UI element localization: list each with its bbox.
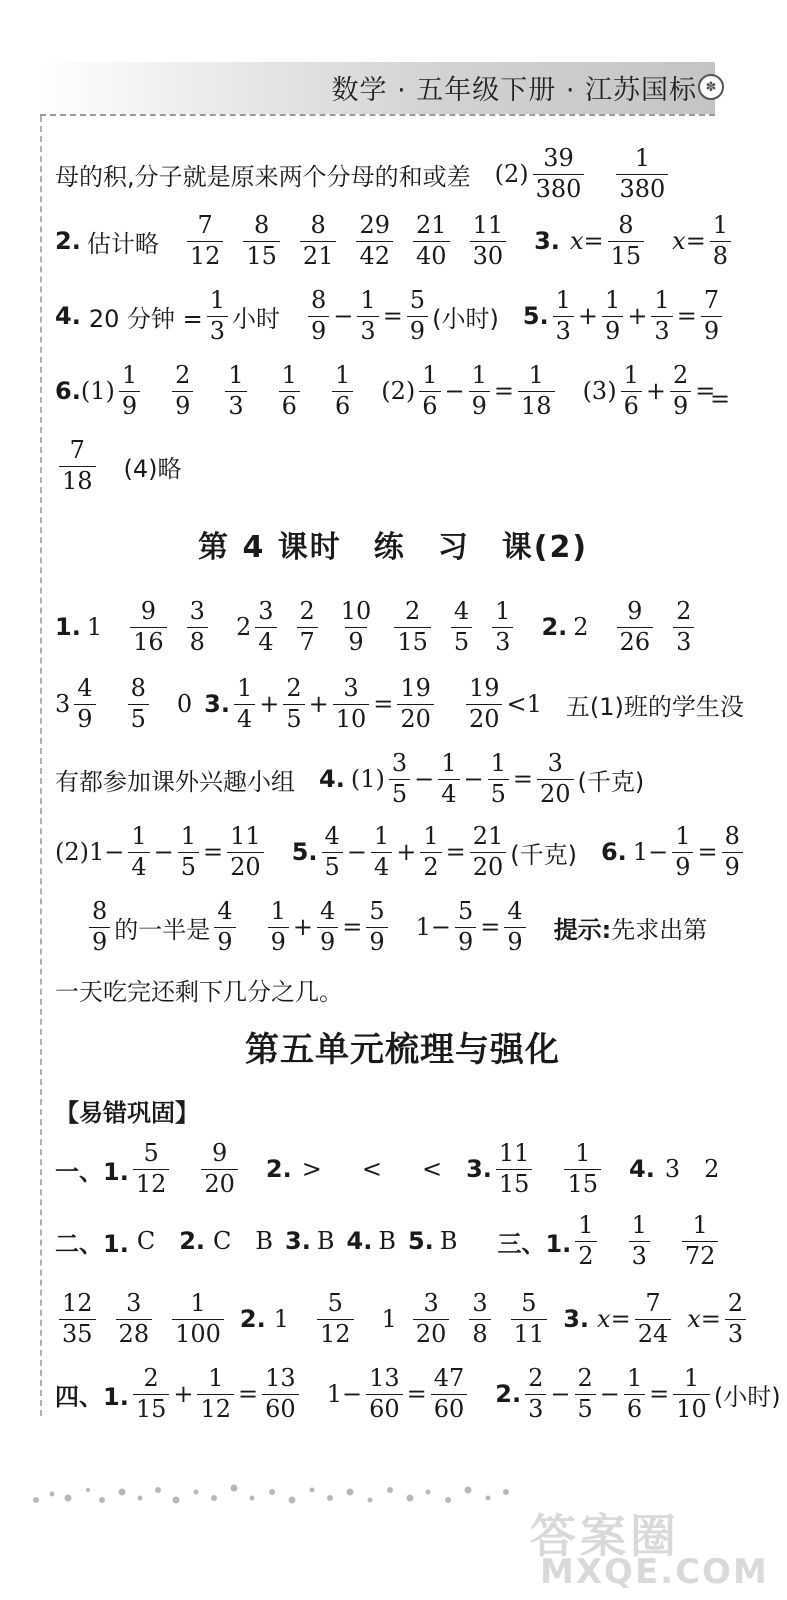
fraction: $\frac{47}{60}$ [431, 1365, 468, 1423]
fraction: $\frac{8}{5}$ [128, 675, 149, 733]
left-margin-rule [40, 116, 42, 1416]
fraction: $\frac{10}{9}$ [340, 597, 372, 656]
question-number: 3. [534, 227, 560, 256]
question-number: 二、1. [55, 1229, 129, 1258]
question-number: 5. [522, 302, 549, 331]
fraction: $\frac{2}{3}$ [525, 1365, 546, 1423]
fraction: $\frac{1}{3}$ [225, 362, 246, 420]
fraction: $\frac{1}{3}$ [629, 1212, 650, 1270]
fraction: $\frac{9}{26}$ [617, 598, 654, 656]
fraction: $\frac{2}{3}$ [673, 598, 694, 656]
fraction: $\frac{2}{15}$ [394, 598, 431, 656]
unit-title: 第五单元梳理与强化 [245, 1030, 560, 1070]
answer-line-11: 一天吃完还剩下几分之几。 [55, 978, 343, 1006]
fraction: $\frac{8}{21}$ [300, 212, 337, 270]
answer-line-2: 2. 估计略 $\frac{7}{12}$ $\frac{8}{15}$ $\frac{8}{21}$ $\frac{29}{42}$ $\frac{21}{40}$ $\frac{11}{30}$ 3. x = $\frac{8}{15}$ x = $\frac{1}{8}$ [55, 212, 735, 270]
fraction: $\frac{3}{10}$ [333, 675, 370, 733]
fraction: $\frac{1}{8}$ [710, 212, 731, 270]
fraction: $\frac{1}{6}$ [621, 362, 642, 420]
answer-line-3: 4. 20 分钟 = $\frac{1}{3}$ 小时 $\frac{8}{9}$ − $\frac{1}{3}$ = $\frac{5}{9}$ (小时) 5. $\frac{1}{3}$ + $\frac{1}{9}$ + $\frac{1}{3}$ = $\frac{7}{9}$ [55, 287, 726, 345]
fraction: $\frac{3}{28}$ [116, 1290, 153, 1348]
answer-line-1 [55, 145, 672, 203]
fraction: $\frac{3}{8}$ [187, 598, 208, 656]
fraction: $\frac{8}{9}$ [722, 823, 743, 881]
fraction: $\frac{8}{9}$ [308, 287, 329, 345]
fraction: $\frac{4}{9}$ [317, 898, 338, 956]
fraction: $\frac{13}{60}$ [262, 1365, 299, 1423]
fraction: $\frac{1}{4}$ [234, 675, 255, 733]
badge-icon: ✽ [698, 74, 724, 100]
fraction: $\frac{1}{18}$ [518, 362, 555, 420]
fraction: $\frac{1}{10}$ [673, 1365, 710, 1423]
fraction: $\frac{2}{3}$ [725, 1290, 746, 1348]
fraction: $\frac{29}{42}$ [356, 212, 393, 270]
lesson-title: 第 4 课时 练 习 课(2) [198, 530, 589, 565]
fraction: $\frac{39}{380}$ [533, 145, 585, 203]
watermark [520, 1500, 770, 1590]
question-number: 一、1. [55, 1157, 129, 1186]
fraction: $\frac{1}{9}$ [469, 362, 490, 420]
watermark-url: MXQE.COM [540, 1552, 769, 1592]
fraction: $\frac{1}{2}$ [575, 1212, 596, 1270]
fraction: $\frac{2}{5}$ [283, 675, 304, 733]
answer-line-4: 6. (1) $\frac{1}{9}$ $\frac{2}{9}$ $\frac{1}{3}$ $\frac{1}{6}$ $\frac{1}{6}$ (2) $\frac{1}{6}$ − $\frac{1}{9}$ = $\frac{1}{18}$ (3) $\frac{1}{6}$ + $\frac{2}{9}$ = [55, 361, 716, 420]
watermark-logo: 答案圈 [530, 1509, 680, 1563]
section-title: 【易错巩固】 [55, 1099, 199, 1127]
question-number: 2. [265, 1155, 292, 1184]
question-number: 3. [563, 1305, 590, 1334]
equals-sign: = [710, 385, 731, 413]
answer-line-5: $\frac{7}{18}$ (4)略 [55, 437, 182, 495]
fraction: $\frac{3}{8}$ [469, 1290, 490, 1348]
fraction: $\frac{11}{30}$ [470, 212, 507, 270]
fraction: $\frac{1}{3}$ [651, 287, 672, 345]
fraction: $\frac{1}{4}$ [128, 823, 149, 881]
fraction: $\frac{4}{9}$ [74, 675, 95, 733]
fraction: $\frac{3}{5}$ [389, 750, 410, 808]
fraction: $\frac{1}{9}$ [119, 362, 140, 420]
fraction: $\frac{19}{20}$ [466, 675, 503, 733]
fraction: $\frac{5}{9}$ [366, 898, 387, 956]
fraction: $\frac{4}{5}$ [451, 598, 472, 656]
hint-label: 提示: [553, 915, 612, 944]
answer-line-7: 3 $\frac{4}{9}$ $\frac{8}{5}$ 0 3. $\frac{1}{4}$ + $\frac{2}{5}$ + $\frac{3}{10}$ = $\frac{19}{20}$ $\frac{19}{20}$ <1 五(1)班的学生没 [55, 674, 744, 733]
question-number: 2. [55, 227, 81, 256]
answer-line-6: 1. 1 $\frac{9}{16}$ $\frac{3}{8}$ 2 $\frac{3}{4}$ $\frac{2}{7}$ $\frac{10}{9}$ $\frac{2}{15}$ $\frac{4}{5}$ $\frac{1}{3}$ 2. 2 $\frac{9}{26}$ $\frac{2}{3}$ [55, 598, 698, 656]
fraction: $\frac{1}{15}$ [564, 1140, 601, 1198]
answer-line-12: 一、1. $\frac{5}{12}$ $\frac{9}{20}$ 2. > < < 3. $\frac{11}{15}$ $\frac{1}{15}$ 4. 3 2 [55, 1139, 720, 1198]
question-number: 三、1. [497, 1229, 572, 1258]
answer-text: 估计略 [86, 229, 159, 258]
fraction: $\frac{1}{3}$ [553, 287, 574, 345]
fraction: $\frac{1}{12}$ [197, 1365, 234, 1423]
fraction: $\frac{1}{2}$ [420, 823, 441, 881]
fraction: $\frac{4}{9}$ [504, 898, 525, 956]
line-text: 母的积,分子就是原来两个分母的和或差 [55, 162, 471, 191]
question-number: 4. [55, 302, 81, 331]
fraction: $\frac{2}{9}$ [172, 362, 193, 420]
fraction: $\frac{1}{9}$ [268, 898, 289, 956]
fraction: $\frac{5}{11}$ [511, 1290, 548, 1348]
fraction: $\frac{11}{20}$ [227, 823, 264, 881]
question-number: 3. [204, 690, 230, 719]
question-number: 2. [541, 613, 568, 642]
fraction: $\frac{13}{60}$ [366, 1365, 403, 1423]
fraction: $\frac{7}{12}$ [187, 212, 224, 270]
fraction: $\frac{1}{9}$ [672, 823, 693, 881]
fraction: $\frac{5}{9}$ [455, 898, 476, 956]
fraction: $\frac{1}{6}$ [332, 362, 353, 420]
fraction: $\frac{2}{5}$ [575, 1365, 596, 1423]
fraction: $\frac{1}{3}$ [357, 287, 378, 345]
fraction: $\frac{2}{7}$ [297, 598, 318, 656]
question-number: 4. [629, 1155, 655, 1184]
fraction: $\frac{1}{100}$ [172, 1290, 224, 1348]
page-header-title: 数学 · 五年级下册 · 江苏国标 [331, 75, 697, 106]
question-number: 2. [239, 1305, 266, 1334]
fraction: $\frac{1}{6}$ [624, 1365, 645, 1423]
question-number: 6. [600, 838, 627, 867]
fraction: $\frac{3}{4}$ [255, 598, 276, 656]
fraction: $\frac{1}{72}$ [682, 1212, 719, 1270]
fraction: $\frac{2}{9}$ [670, 362, 691, 420]
fraction: $\frac{9}{20}$ [201, 1140, 238, 1198]
fraction: $\frac{1}{380}$ [616, 145, 668, 203]
fraction: $\frac{21}{40}$ [413, 212, 450, 270]
fraction: $\frac{1}{3}$ [207, 287, 228, 345]
fraction: $\frac{7}{18}$ [59, 437, 96, 495]
fraction: $\frac{21}{20}$ [470, 823, 507, 881]
fraction: $\frac{8}{9}$ [89, 898, 110, 956]
answer-line-10: $\frac{8}{9}$ 的一半是 $\frac{4}{9}$ $\frac{1}{9}$ + $\frac{4}{9}$ = $\frac{5}{9}$ 1− $\frac{5}{9}$ = $\frac{4}{9}$ 提示: 先求出第 [85, 898, 707, 956]
fraction: $\frac{7}{9}$ [701, 287, 722, 345]
question-number: 2. [495, 1380, 522, 1409]
fraction: $\frac{11}{15}$ [496, 1140, 533, 1198]
part-label: (2) [494, 160, 529, 189]
fraction: $\frac{9}{16}$ [130, 598, 167, 656]
fraction: $\frac{7}{24}$ [635, 1290, 672, 1348]
fraction: $\frac{1}{4}$ [438, 750, 459, 808]
question-number: 1. [55, 613, 81, 642]
fraction: $\frac{2}{15}$ [133, 1365, 170, 1423]
variable: x [672, 227, 686, 256]
fraction: $\frac{8}{15}$ [243, 212, 280, 270]
fraction: $\frac{5}{9}$ [407, 287, 428, 345]
answer-line-8: 有都参加课外兴趣小组 4. (1) $\frac{3}{5}$ − $\frac{1}{4}$ − $\frac{1}{5}$ = $\frac{3}{20}$ (千克) [55, 749, 645, 808]
fraction: $\frac{4}{9}$ [214, 898, 235, 956]
question-number: 四、1. [55, 1382, 129, 1411]
fraction: $\frac{1}{5}$ [178, 823, 199, 881]
fraction: $\frac{1}{3}$ [492, 598, 513, 656]
fraction: $\frac{1}{9}$ [602, 287, 623, 345]
equals-sign: = [695, 377, 716, 406]
fraction: $\frac{3}{20}$ [537, 750, 574, 808]
fraction: $\frac{1}{5}$ [488, 750, 509, 808]
fraction: $\frac{1}{6}$ [279, 362, 300, 420]
fraction: $\frac{5}{12}$ [317, 1290, 354, 1348]
fraction: $\frac{12}{35}$ [59, 1290, 96, 1348]
question-number: 4. [319, 765, 345, 794]
fraction: $\frac{1}{4}$ [371, 823, 392, 881]
question-number: 3. [466, 1155, 492, 1184]
header-divider [40, 114, 715, 116]
answer-line-14: $\frac{12}{35}$ $\frac{3}{28}$ $\frac{1}{100}$ 2. 1 $\frac{5}{12}$ 1 $\frac{3}{20}$ $\frac{3}{8}$ $\frac{5}{11}$ 3. x = $\frac{7}{24}$ x = $\frac{2}{3}$ [55, 1290, 750, 1348]
answer-line-13: 二、1. C 2. C B 3. B 4. B 5. B 三、1. $\frac{1}{2}$ $\frac{1}{3}$ $\frac{1}{72}$ [55, 1212, 722, 1270]
answer-line-9: (2)1− $\frac{1}{4}$ − $\frac{1}{5}$ = $\frac{11}{20}$ 5. $\frac{4}{5}$ − $\frac{1}{4}$ + $\frac{1}{2}$ = $\frac{21}{20}$ (千克) 6. 1− $\frac{1}{9}$ = $\frac{8}{9}$ [55, 823, 747, 881]
fraction: $\frac{4}{5}$ [322, 823, 343, 881]
fraction: $\frac{19}{20}$ [397, 675, 434, 733]
answer-line-15: 四、1. $\frac{2}{15}$ + $\frac{1}{12}$ = $\frac{13}{60}$ 1− $\frac{13}{60}$ = $\frac{47}{60}$ 2. $\frac{2}{3}$ − $\frac{2}{5}$ − $\frac{1}{6}$ = $\frac{1}{10}$ (小时) [55, 1364, 781, 1423]
question-number: 6. [55, 377, 81, 406]
variable: x [569, 227, 584, 256]
fraction: $\frac{1}{6}$ [419, 362, 440, 420]
fraction: $\frac{5}{12}$ [133, 1140, 170, 1198]
question-number: 5. [291, 838, 318, 867]
fraction: $\frac{3}{20}$ [413, 1290, 450, 1348]
fraction: $\frac{8}{15}$ [608, 212, 645, 270]
